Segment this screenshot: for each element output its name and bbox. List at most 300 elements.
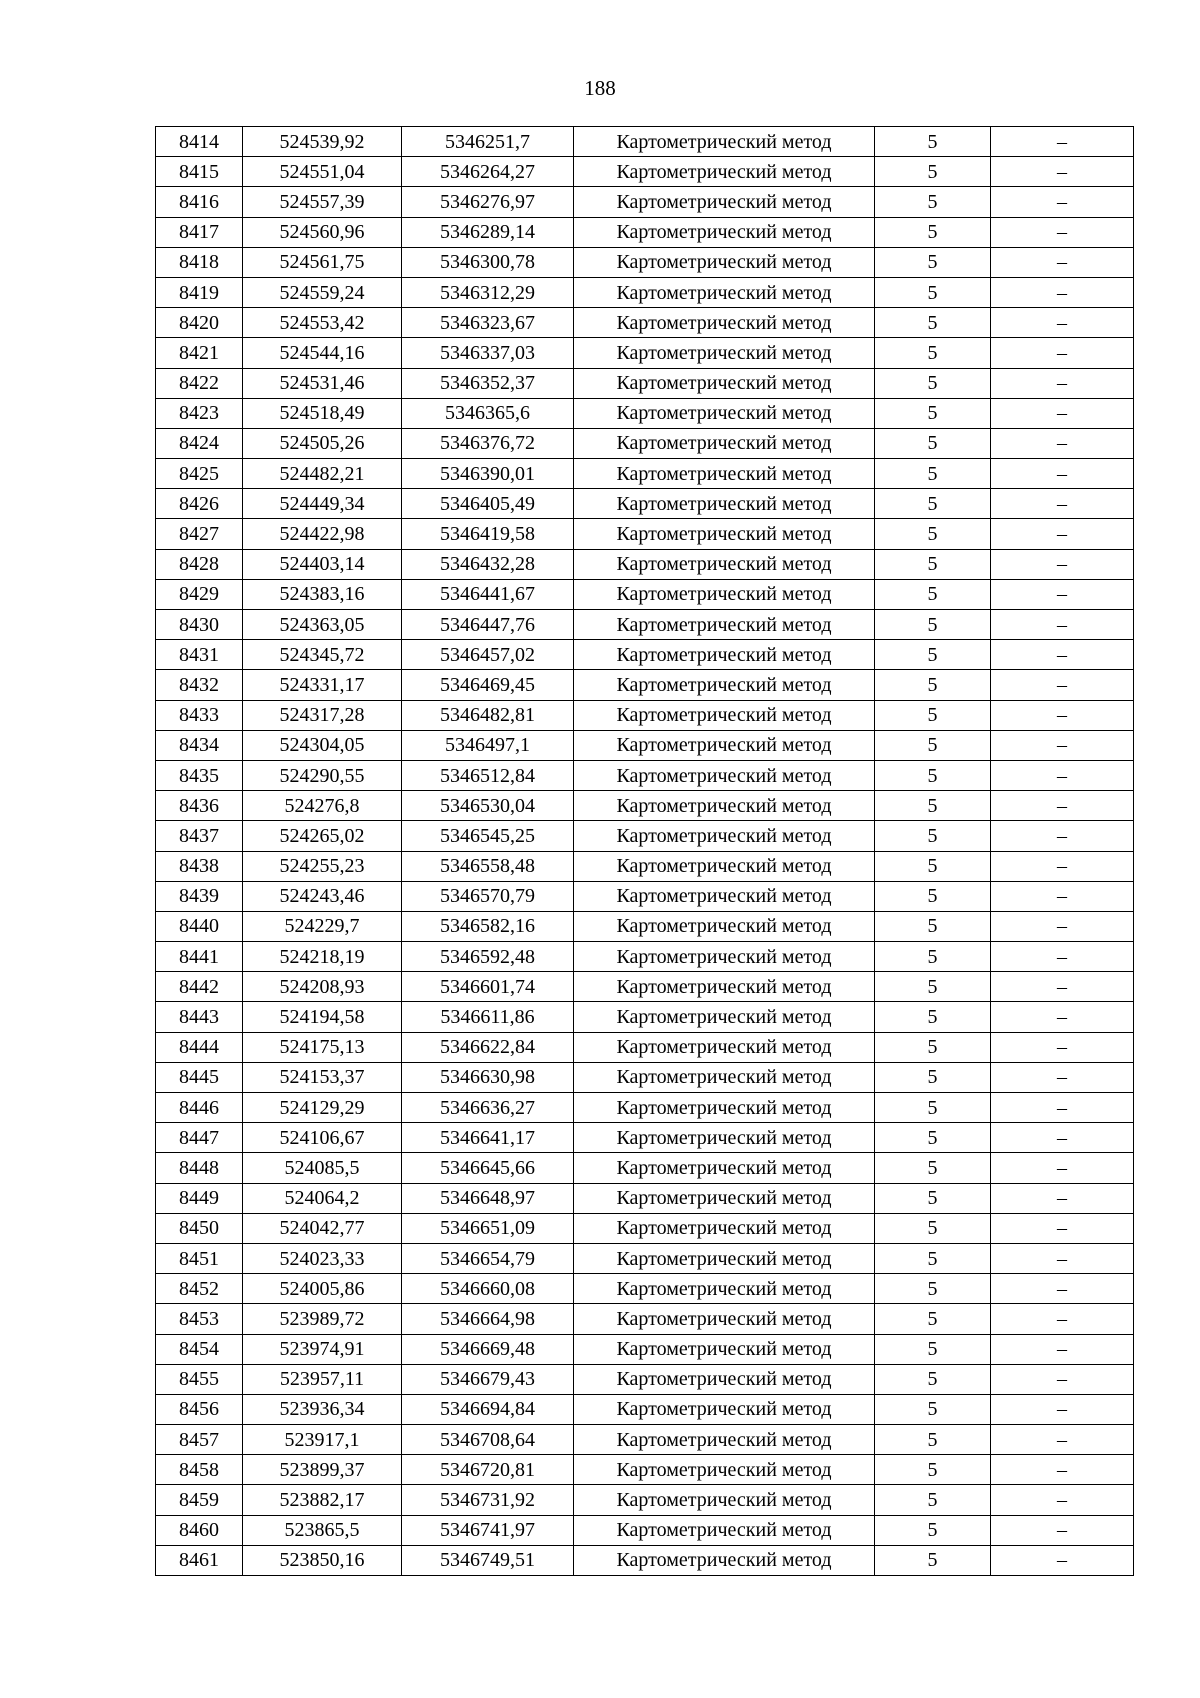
x-coordinate-cell: 524539,92 (243, 127, 402, 157)
method-cell: Картометрический метод (574, 1364, 875, 1394)
point-number-cell: 8435 (156, 760, 243, 790)
x-coordinate-cell: 524229,7 (243, 911, 402, 941)
description-cell: – (991, 1153, 1134, 1183)
method-cell: Картометрический метод (574, 610, 875, 640)
accuracy-cell: 5 (875, 368, 991, 398)
description-cell: – (991, 519, 1134, 549)
description-cell: – (991, 881, 1134, 911)
x-coordinate-cell: 524560,96 (243, 217, 402, 247)
coordinates-table (155, 126, 1134, 1576)
y-coordinate-cell: 5346419,58 (402, 519, 574, 549)
accuracy-cell: 5 (875, 942, 991, 972)
y-coordinate-cell: 5346660,08 (402, 1274, 574, 1304)
method-cell: Картометрический метод (574, 942, 875, 972)
x-coordinate-cell: 524194,58 (243, 1002, 402, 1032)
accuracy-cell: 5 (875, 519, 991, 549)
method-cell: Картометрический метод (574, 217, 875, 247)
accuracy-cell: 5 (875, 1243, 991, 1273)
accuracy-cell: 5 (875, 1183, 991, 1213)
table-row (156, 1093, 1134, 1123)
table-row (156, 338, 1134, 368)
point-number-cell: 8442 (156, 972, 243, 1002)
table-row (156, 217, 1134, 247)
description-cell: – (991, 1243, 1134, 1273)
description-cell: – (991, 791, 1134, 821)
y-coordinate-cell: 5346289,14 (402, 217, 574, 247)
y-coordinate-cell: 5346545,25 (402, 821, 574, 851)
y-coordinate-cell: 5346731,92 (402, 1485, 574, 1515)
point-number-cell: 8440 (156, 911, 243, 941)
method-cell: Картометрический метод (574, 700, 875, 730)
point-number-cell: 8437 (156, 821, 243, 851)
table-row (156, 459, 1134, 489)
table-row (156, 368, 1134, 398)
y-coordinate-cell: 5346405,49 (402, 489, 574, 519)
y-coordinate-cell: 5346630,98 (402, 1062, 574, 1092)
method-cell: Картометрический метод (574, 881, 875, 911)
point-number-cell: 8415 (156, 157, 243, 187)
x-coordinate-cell: 524317,28 (243, 700, 402, 730)
point-number-cell: 8458 (156, 1455, 243, 1485)
y-coordinate-cell: 5346664,98 (402, 1304, 574, 1334)
method-cell: Картометрический метод (574, 157, 875, 187)
method-cell: Картометрический метод (574, 459, 875, 489)
x-coordinate-cell: 523882,17 (243, 1485, 402, 1515)
description-cell: – (991, 1364, 1134, 1394)
description-cell: – (991, 157, 1134, 187)
description-cell: – (991, 579, 1134, 609)
method-cell: Картометрический метод (574, 1153, 875, 1183)
description-cell: – (991, 1093, 1134, 1123)
y-coordinate-cell: 5346694,84 (402, 1394, 574, 1424)
method-cell: Картометрический метод (574, 972, 875, 1002)
description-cell: – (991, 549, 1134, 579)
method-cell: Картометрический метод (574, 277, 875, 307)
accuracy-cell: 5 (875, 1062, 991, 1092)
table-row (156, 308, 1134, 338)
description-cell: – (991, 1545, 1134, 1575)
y-coordinate-cell: 5346312,29 (402, 277, 574, 307)
accuracy-cell: 5 (875, 1274, 991, 1304)
point-number-cell: 8430 (156, 610, 243, 640)
point-number-cell: 8448 (156, 1153, 243, 1183)
table-row (156, 610, 1134, 640)
x-coordinate-cell: 524551,04 (243, 157, 402, 187)
accuracy-cell: 5 (875, 247, 991, 277)
table-row (156, 277, 1134, 307)
y-coordinate-cell: 5346622,84 (402, 1032, 574, 1062)
table-row (156, 700, 1134, 730)
y-coordinate-cell: 5346582,16 (402, 911, 574, 941)
table-row (156, 1032, 1134, 1062)
y-coordinate-cell: 5346651,09 (402, 1213, 574, 1243)
table-row (156, 640, 1134, 670)
point-number-cell: 8414 (156, 127, 243, 157)
point-number-cell: 8424 (156, 428, 243, 458)
y-coordinate-cell: 5346558,48 (402, 851, 574, 881)
point-number-cell: 8439 (156, 881, 243, 911)
accuracy-cell: 5 (875, 1485, 991, 1515)
point-number-cell: 8420 (156, 308, 243, 338)
y-coordinate-cell: 5346447,76 (402, 610, 574, 640)
x-coordinate-cell: 524064,2 (243, 1183, 402, 1213)
point-number-cell: 8429 (156, 579, 243, 609)
accuracy-cell: 5 (875, 1364, 991, 1394)
y-coordinate-cell: 5346251,7 (402, 127, 574, 157)
y-coordinate-cell: 5346352,37 (402, 368, 574, 398)
point-number-cell: 8449 (156, 1183, 243, 1213)
y-coordinate-cell: 5346679,43 (402, 1364, 574, 1394)
method-cell: Картометрический метод (574, 1304, 875, 1334)
accuracy-cell: 5 (875, 670, 991, 700)
y-coordinate-cell: 5346645,66 (402, 1153, 574, 1183)
table-row (156, 911, 1134, 941)
x-coordinate-cell: 524243,46 (243, 881, 402, 911)
accuracy-cell: 5 (875, 308, 991, 338)
point-number-cell: 8451 (156, 1243, 243, 1273)
y-coordinate-cell: 5346432,28 (402, 549, 574, 579)
method-cell: Картометрический метод (574, 398, 875, 428)
description-cell: – (991, 700, 1134, 730)
accuracy-cell: 5 (875, 459, 991, 489)
description-cell: – (991, 368, 1134, 398)
y-coordinate-cell: 5346669,48 (402, 1334, 574, 1364)
method-cell: Картометрический метод (574, 1123, 875, 1153)
description-cell: – (991, 338, 1134, 368)
table-row (156, 1123, 1134, 1153)
x-coordinate-cell: 524005,86 (243, 1274, 402, 1304)
method-cell: Картометрический метод (574, 549, 875, 579)
accuracy-cell: 5 (875, 1455, 991, 1485)
x-coordinate-cell: 524553,42 (243, 308, 402, 338)
description-cell: – (991, 1123, 1134, 1153)
method-cell: Картометрический метод (574, 127, 875, 157)
description-cell: – (991, 1425, 1134, 1455)
accuracy-cell: 5 (875, 428, 991, 458)
accuracy-cell: 5 (875, 217, 991, 247)
description-cell: – (991, 428, 1134, 458)
accuracy-cell: 5 (875, 277, 991, 307)
description-cell: – (991, 640, 1134, 670)
y-coordinate-cell: 5346264,27 (402, 157, 574, 187)
y-coordinate-cell: 5346749,51 (402, 1545, 574, 1575)
method-cell: Картометрический метод (574, 338, 875, 368)
point-number-cell: 8441 (156, 942, 243, 972)
table-row (156, 1334, 1134, 1364)
point-number-cell: 8416 (156, 187, 243, 217)
y-coordinate-cell: 5346641,17 (402, 1123, 574, 1153)
point-number-cell: 8445 (156, 1062, 243, 1092)
table-row (156, 1002, 1134, 1032)
table-row (156, 1364, 1134, 1394)
description-cell: – (991, 127, 1134, 157)
method-cell: Картометрический метод (574, 1093, 875, 1123)
y-coordinate-cell: 5346390,01 (402, 459, 574, 489)
table-row (156, 730, 1134, 760)
description-cell: – (991, 1304, 1134, 1334)
table-row (156, 1243, 1134, 1273)
y-coordinate-cell: 5346323,67 (402, 308, 574, 338)
description-cell: – (991, 851, 1134, 881)
method-cell: Картометрический метод (574, 1243, 875, 1273)
table-row (156, 579, 1134, 609)
description-cell: – (991, 489, 1134, 519)
description-cell: – (991, 1485, 1134, 1515)
description-cell: – (991, 610, 1134, 640)
description-cell: – (991, 308, 1134, 338)
point-number-cell: 8455 (156, 1364, 243, 1394)
point-number-cell: 8427 (156, 519, 243, 549)
description-cell: – (991, 670, 1134, 700)
description-cell: – (991, 1002, 1134, 1032)
x-coordinate-cell: 524208,93 (243, 972, 402, 1002)
description-cell: – (991, 942, 1134, 972)
accuracy-cell: 5 (875, 972, 991, 1002)
point-number-cell: 8428 (156, 549, 243, 579)
accuracy-cell: 5 (875, 157, 991, 187)
description-cell: – (991, 1032, 1134, 1062)
point-number-cell: 8421 (156, 338, 243, 368)
page-number: 188 (584, 76, 616, 100)
y-coordinate-cell: 5346530,04 (402, 791, 574, 821)
method-cell: Картометрический метод (574, 911, 875, 941)
method-cell: Картометрический метод (574, 1425, 875, 1455)
x-coordinate-cell: 524290,55 (243, 760, 402, 790)
method-cell: Картометрический метод (574, 368, 875, 398)
table-row (156, 760, 1134, 790)
accuracy-cell: 5 (875, 1002, 991, 1032)
description-cell: – (991, 911, 1134, 941)
x-coordinate-cell: 523850,16 (243, 1545, 402, 1575)
method-cell: Картометрический метод (574, 670, 875, 700)
y-coordinate-cell: 5346376,72 (402, 428, 574, 458)
method-cell: Картометрический метод (574, 1394, 875, 1424)
description-cell: – (991, 398, 1134, 428)
x-coordinate-cell: 524383,16 (243, 579, 402, 609)
y-coordinate-cell: 5346497,1 (402, 730, 574, 760)
description-cell: – (991, 277, 1134, 307)
table-row (156, 1545, 1134, 1575)
point-number-cell: 8423 (156, 398, 243, 428)
point-number-cell: 8443 (156, 1002, 243, 1032)
x-coordinate-cell: 523957,11 (243, 1364, 402, 1394)
y-coordinate-cell: 5346337,03 (402, 338, 574, 368)
description-cell: – (991, 187, 1134, 217)
x-coordinate-cell: 524557,39 (243, 187, 402, 217)
table-row (156, 127, 1134, 157)
accuracy-cell: 5 (875, 489, 991, 519)
table-row (156, 1183, 1134, 1213)
y-coordinate-cell: 5346720,81 (402, 1455, 574, 1485)
table-row (156, 549, 1134, 579)
table-row (156, 851, 1134, 881)
method-cell: Картометрический метод (574, 791, 875, 821)
point-number-cell: 8457 (156, 1425, 243, 1455)
x-coordinate-cell: 524449,34 (243, 489, 402, 519)
accuracy-cell: 5 (875, 127, 991, 157)
table-row (156, 791, 1134, 821)
y-coordinate-cell: 5346457,02 (402, 640, 574, 670)
x-coordinate-cell: 524559,24 (243, 277, 402, 307)
y-coordinate-cell: 5346611,86 (402, 1002, 574, 1032)
table-row (156, 1485, 1134, 1515)
x-coordinate-cell: 523936,34 (243, 1394, 402, 1424)
method-cell: Картометрический метод (574, 1515, 875, 1545)
accuracy-cell: 5 (875, 1545, 991, 1575)
point-number-cell: 8447 (156, 1123, 243, 1153)
table-row (156, 1304, 1134, 1334)
table-row (156, 519, 1134, 549)
point-number-cell: 8417 (156, 217, 243, 247)
point-number-cell: 8425 (156, 459, 243, 489)
accuracy-cell: 5 (875, 851, 991, 881)
accuracy-cell: 5 (875, 549, 991, 579)
x-coordinate-cell: 524255,23 (243, 851, 402, 881)
description-cell: – (991, 1334, 1134, 1364)
description-cell: – (991, 1455, 1134, 1485)
accuracy-cell: 5 (875, 610, 991, 640)
method-cell: Картометрический метод (574, 247, 875, 277)
y-coordinate-cell: 5346441,67 (402, 579, 574, 609)
table-row (156, 1394, 1134, 1424)
point-number-cell: 8418 (156, 247, 243, 277)
table-row (156, 489, 1134, 519)
point-number-cell: 8419 (156, 277, 243, 307)
accuracy-cell: 5 (875, 911, 991, 941)
table-row (156, 247, 1134, 277)
point-number-cell: 8426 (156, 489, 243, 519)
y-coordinate-cell: 5346601,74 (402, 972, 574, 1002)
y-coordinate-cell: 5346276,97 (402, 187, 574, 217)
point-number-cell: 8438 (156, 851, 243, 881)
description-cell: – (991, 821, 1134, 851)
method-cell: Картометрический метод (574, 1545, 875, 1575)
x-coordinate-cell: 523917,1 (243, 1425, 402, 1455)
point-number-cell: 8433 (156, 700, 243, 730)
accuracy-cell: 5 (875, 821, 991, 851)
x-coordinate-cell: 523899,37 (243, 1455, 402, 1485)
x-coordinate-cell: 524085,5 (243, 1153, 402, 1183)
y-coordinate-cell: 5346648,97 (402, 1183, 574, 1213)
x-coordinate-cell: 524531,46 (243, 368, 402, 398)
table-row (156, 428, 1134, 458)
point-number-cell: 8432 (156, 670, 243, 700)
table-row (156, 1425, 1134, 1455)
x-coordinate-cell: 524363,05 (243, 610, 402, 640)
y-coordinate-cell: 5346708,64 (402, 1425, 574, 1455)
point-number-cell: 8446 (156, 1093, 243, 1123)
method-cell: Картометрический метод (574, 428, 875, 458)
x-coordinate-cell: 524403,14 (243, 549, 402, 579)
description-cell: – (991, 730, 1134, 760)
x-coordinate-cell: 524304,05 (243, 730, 402, 760)
x-coordinate-cell: 524153,37 (243, 1062, 402, 1092)
point-number-cell: 8450 (156, 1213, 243, 1243)
point-number-cell: 8460 (156, 1515, 243, 1545)
accuracy-cell: 5 (875, 1123, 991, 1153)
point-number-cell: 8456 (156, 1394, 243, 1424)
x-coordinate-cell: 524505,26 (243, 428, 402, 458)
y-coordinate-cell: 5346654,79 (402, 1243, 574, 1273)
description-cell: – (991, 217, 1134, 247)
accuracy-cell: 5 (875, 1153, 991, 1183)
method-cell: Картометрический метод (574, 851, 875, 881)
y-coordinate-cell: 5346512,84 (402, 760, 574, 790)
method-cell: Картометрический метод (574, 821, 875, 851)
accuracy-cell: 5 (875, 791, 991, 821)
description-cell: – (991, 459, 1134, 489)
table-row (156, 1213, 1134, 1243)
y-coordinate-cell: 5346636,27 (402, 1093, 574, 1123)
accuracy-cell: 5 (875, 1213, 991, 1243)
x-coordinate-cell: 523865,5 (243, 1515, 402, 1545)
x-coordinate-cell: 523974,91 (243, 1334, 402, 1364)
description-cell: – (991, 1394, 1134, 1424)
table-row (156, 398, 1134, 428)
accuracy-cell: 5 (875, 579, 991, 609)
point-number-cell: 8459 (156, 1485, 243, 1515)
description-cell: – (991, 1274, 1134, 1304)
table-row (156, 881, 1134, 911)
description-cell: – (991, 1213, 1134, 1243)
accuracy-cell: 5 (875, 1334, 991, 1364)
x-coordinate-cell: 524042,77 (243, 1213, 402, 1243)
x-coordinate-cell: 524218,19 (243, 942, 402, 972)
y-coordinate-cell: 5346469,45 (402, 670, 574, 700)
accuracy-cell: 5 (875, 398, 991, 428)
table-row (156, 972, 1134, 1002)
accuracy-cell: 5 (875, 700, 991, 730)
point-number-cell: 8431 (156, 640, 243, 670)
method-cell: Картометрический метод (574, 760, 875, 790)
x-coordinate-cell: 524345,72 (243, 640, 402, 670)
accuracy-cell: 5 (875, 1394, 991, 1424)
method-cell: Картометрический метод (574, 1002, 875, 1032)
y-coordinate-cell: 5346482,81 (402, 700, 574, 730)
method-cell: Картометрический метод (574, 187, 875, 217)
description-cell: – (991, 760, 1134, 790)
accuracy-cell: 5 (875, 640, 991, 670)
point-number-cell: 8434 (156, 730, 243, 760)
point-number-cell: 8453 (156, 1304, 243, 1334)
point-number-cell: 8461 (156, 1545, 243, 1575)
x-coordinate-cell: 524561,75 (243, 247, 402, 277)
accuracy-cell: 5 (875, 1093, 991, 1123)
y-coordinate-cell: 5346570,79 (402, 881, 574, 911)
table-row (156, 821, 1134, 851)
accuracy-cell: 5 (875, 881, 991, 911)
x-coordinate-cell: 524175,13 (243, 1032, 402, 1062)
y-coordinate-cell: 5346300,78 (402, 247, 574, 277)
accuracy-cell: 5 (875, 730, 991, 760)
x-coordinate-cell: 524276,8 (243, 791, 402, 821)
method-cell: Картометрический метод (574, 1455, 875, 1485)
accuracy-cell: 5 (875, 1425, 991, 1455)
accuracy-cell: 5 (875, 1515, 991, 1545)
x-coordinate-cell: 524331,17 (243, 670, 402, 700)
point-number-cell: 8452 (156, 1274, 243, 1304)
accuracy-cell: 5 (875, 760, 991, 790)
x-coordinate-cell: 524106,67 (243, 1123, 402, 1153)
method-cell: Картометрический метод (574, 489, 875, 519)
x-coordinate-cell: 524422,98 (243, 519, 402, 549)
y-coordinate-cell: 5346741,97 (402, 1515, 574, 1545)
table-row (156, 157, 1134, 187)
x-coordinate-cell: 524265,02 (243, 821, 402, 851)
x-coordinate-cell: 524023,33 (243, 1243, 402, 1273)
accuracy-cell: 5 (875, 1304, 991, 1334)
y-coordinate-cell: 5346365,6 (402, 398, 574, 428)
